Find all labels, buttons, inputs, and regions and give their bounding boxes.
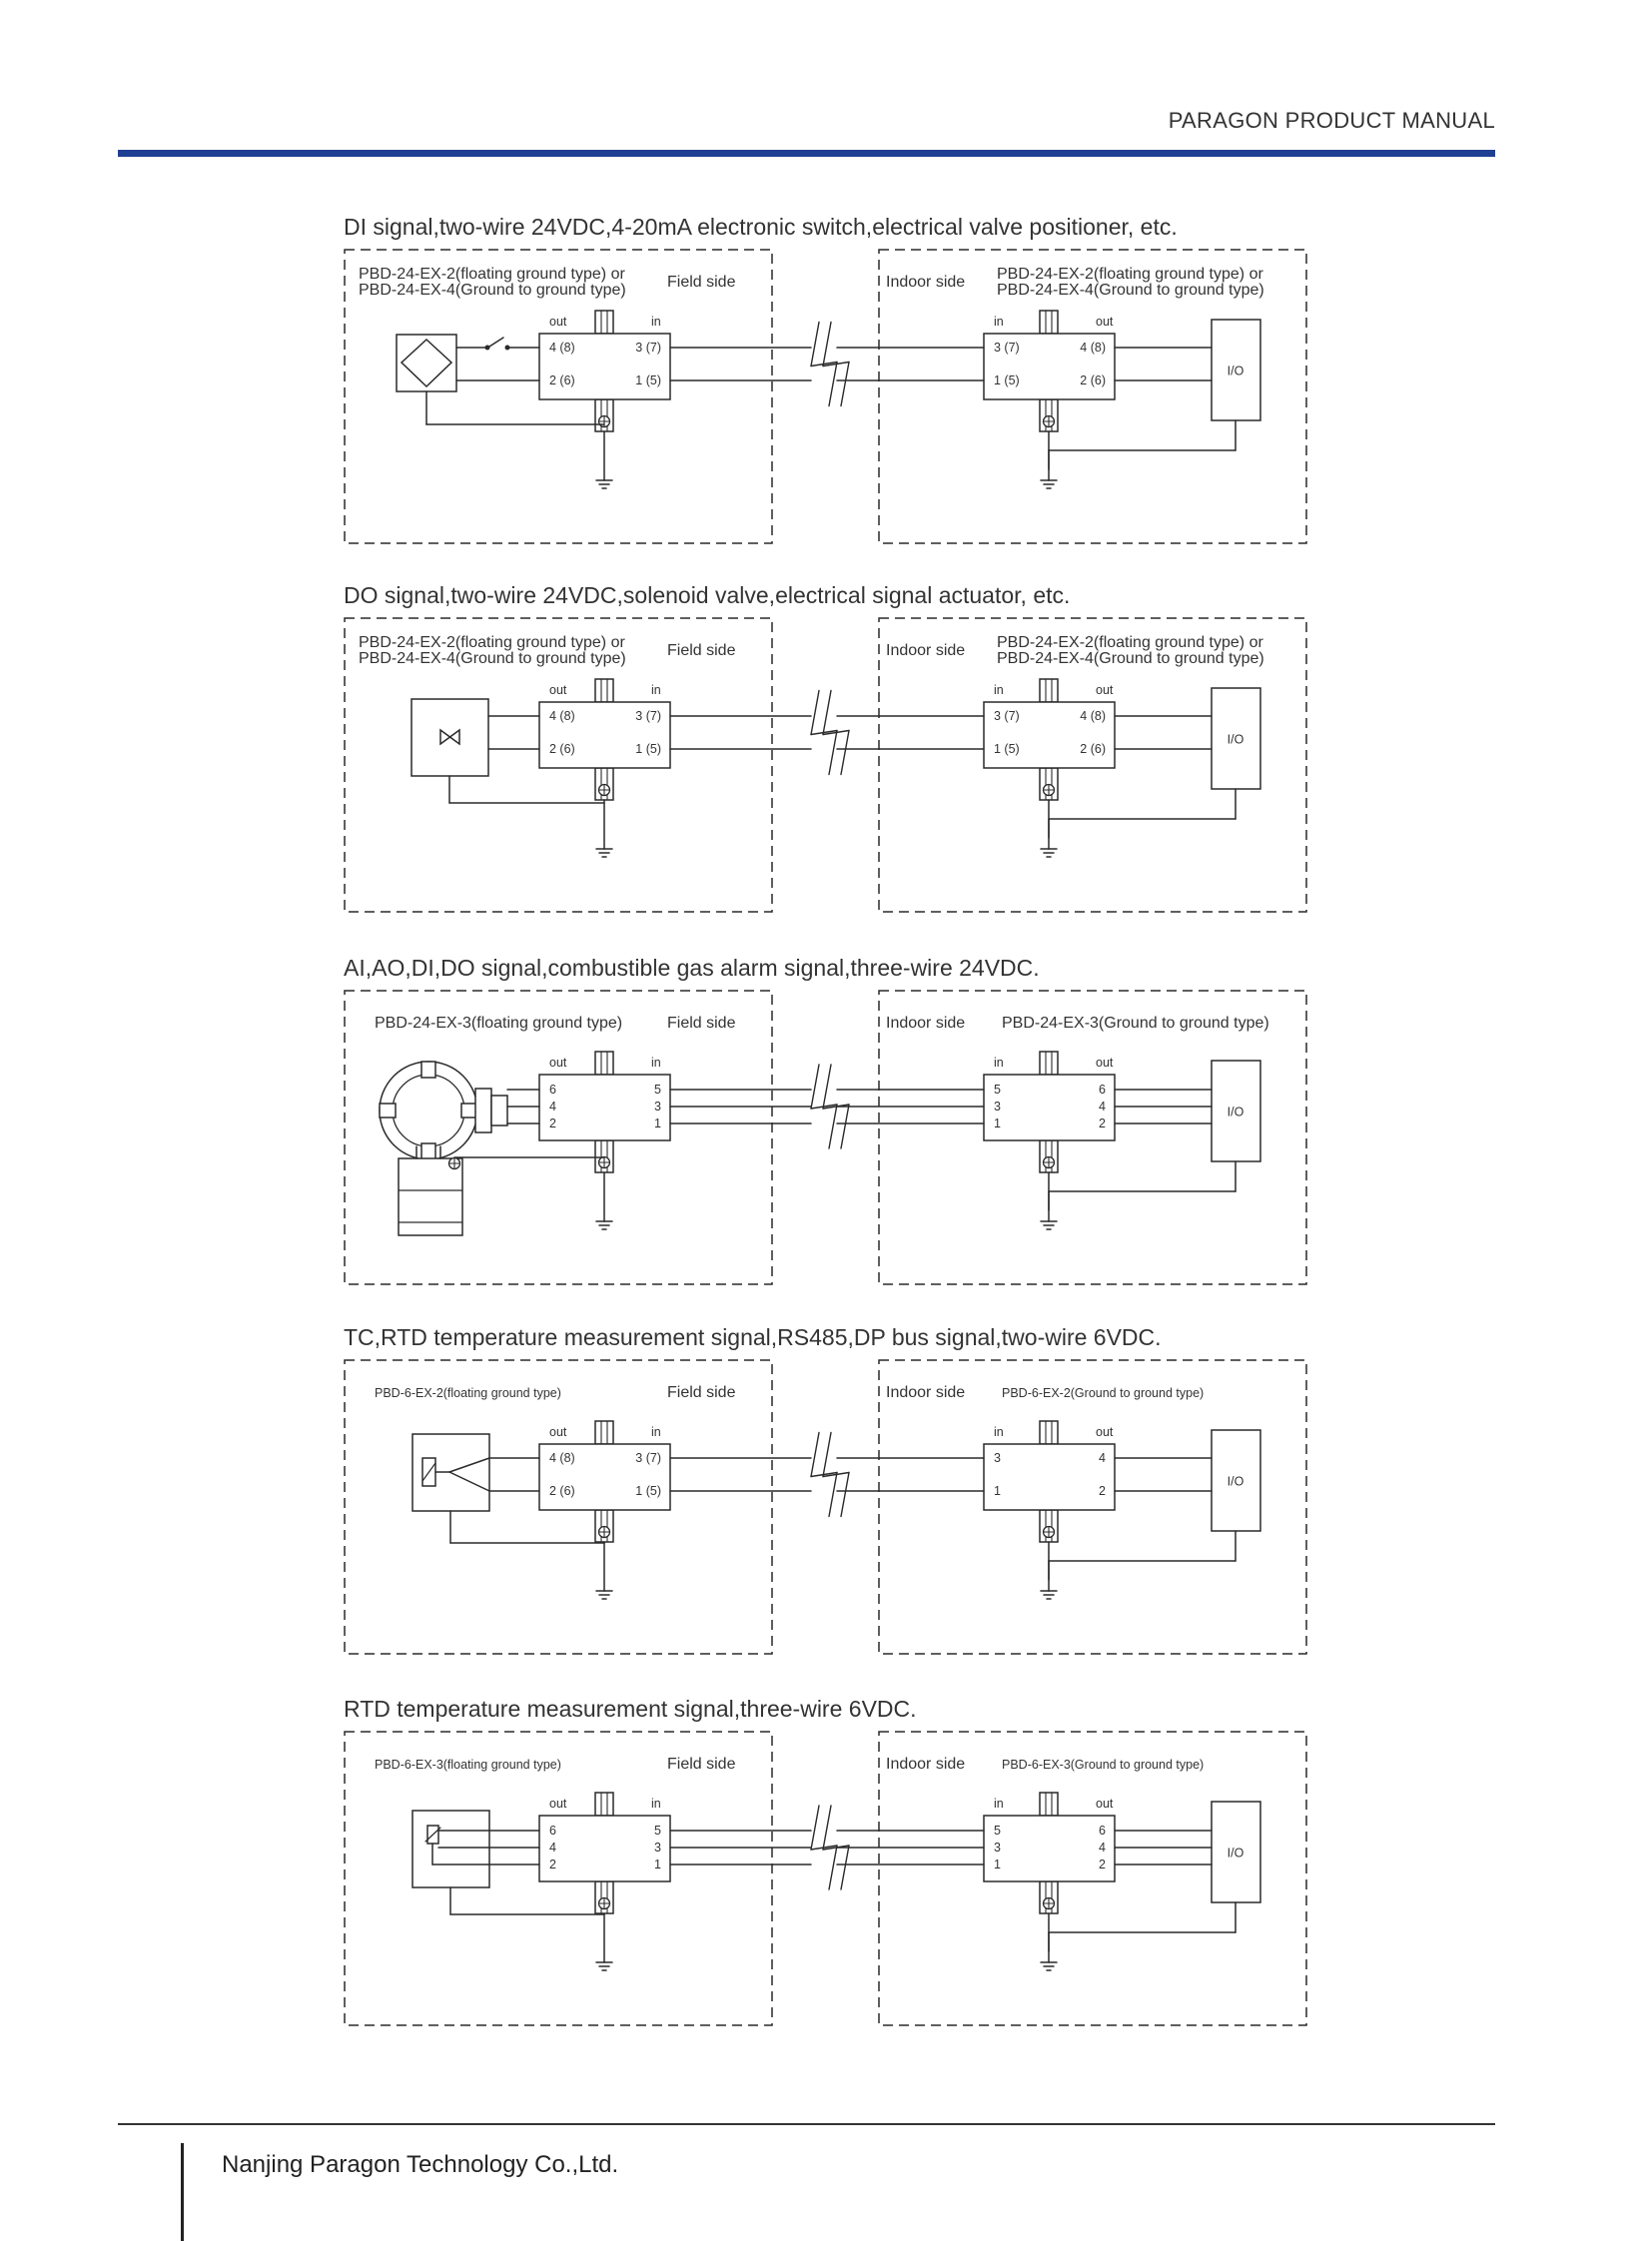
header-title: PARAGON PRODUCT MANUAL bbox=[1168, 108, 1495, 133]
terminal-label: 3 (7) bbox=[635, 709, 661, 723]
terminal-label: 6 bbox=[549, 1824, 556, 1838]
wire bbox=[489, 338, 503, 347]
terminal-label: 3 bbox=[654, 1841, 661, 1855]
field-side-label: Field side bbox=[667, 642, 736, 659]
io-label: I/O bbox=[1227, 364, 1244, 378]
port-header: out bbox=[549, 315, 567, 329]
wire bbox=[811, 323, 819, 367]
port-header: out bbox=[549, 1056, 567, 1070]
rail-clip-top bbox=[1040, 1793, 1058, 1816]
field-barrier bbox=[539, 679, 670, 800]
field-model-label: PBD-24-EX-4(Ground to ground type) bbox=[359, 282, 626, 299]
terminal-label: 1 bbox=[994, 1117, 1001, 1130]
indoor-side-label: Indoor side bbox=[886, 274, 966, 291]
wire bbox=[823, 1065, 831, 1109]
field-model-label: PBD-6-EX-2(floating ground type) bbox=[375, 1386, 561, 1400]
terminal-label: 2 bbox=[1099, 1858, 1106, 1871]
wire bbox=[841, 731, 849, 775]
indoor-model-label: PBD-24-EX-2(floating ground type) or bbox=[997, 266, 1263, 283]
terminal-label: 4 (8) bbox=[549, 341, 575, 355]
wire bbox=[811, 1433, 819, 1477]
field-model-label: PBD-6-EX-3(floating ground type) bbox=[375, 1758, 561, 1772]
field-barrier bbox=[539, 311, 670, 431]
rail-clip-top bbox=[1040, 679, 1058, 702]
wire bbox=[841, 1846, 849, 1889]
footer-rule bbox=[118, 2123, 1495, 2125]
port-header: in bbox=[994, 315, 1004, 329]
terminal-label: 6 bbox=[549, 1083, 556, 1097]
detector-lug bbox=[421, 1062, 435, 1078]
wire bbox=[823, 1433, 831, 1477]
sensor-box bbox=[397, 335, 456, 391]
indoor-barrier bbox=[984, 311, 1115, 431]
terminal-label: 2 bbox=[1099, 1484, 1106, 1498]
port-header: in bbox=[651, 1797, 661, 1811]
terminal-label: 1 bbox=[994, 1484, 1001, 1498]
terminal-label: 3 bbox=[994, 1841, 1001, 1855]
io-label: I/O bbox=[1227, 1105, 1244, 1120]
field-model-label: PBD-24-EX-2(floating ground type) or bbox=[359, 634, 625, 651]
terminal-label: 2 bbox=[549, 1117, 556, 1130]
rail-clip-top bbox=[1040, 311, 1058, 334]
field-barrier bbox=[539, 1052, 670, 1172]
port-header: out bbox=[549, 1797, 567, 1811]
terminal-label: 4 bbox=[549, 1100, 556, 1114]
field-model-label: PBD-24-EX-4(Ground to ground type) bbox=[359, 650, 626, 667]
wire bbox=[823, 323, 831, 367]
rail-clip-top bbox=[595, 1421, 613, 1444]
indoor-side-label: Indoor side bbox=[886, 1015, 966, 1032]
indoor-side-label: Indoor side bbox=[886, 1384, 966, 1401]
barrier-module bbox=[984, 1816, 1115, 1881]
io-label: I/O bbox=[1227, 732, 1244, 747]
terminal-label: 4 bbox=[1099, 1451, 1106, 1465]
io-label: I/O bbox=[1227, 1474, 1244, 1489]
rail-clip-top bbox=[1040, 1052, 1058, 1075]
port-header: out bbox=[1096, 683, 1114, 697]
diagram-3 bbox=[344, 955, 1306, 1284]
field-side-label: Field side bbox=[667, 274, 736, 291]
indoor-model-label: PBD-6-EX-2(Ground to ground type) bbox=[1002, 1386, 1205, 1400]
rail-clip-top bbox=[1040, 1421, 1058, 1444]
wire bbox=[823, 691, 831, 735]
wire bbox=[829, 731, 837, 775]
rail-clip-top bbox=[595, 311, 613, 334]
terminal-label: 6 bbox=[1099, 1083, 1106, 1097]
terminal-label: 4 (8) bbox=[549, 709, 575, 723]
terminal-label: 6 bbox=[1099, 1824, 1106, 1838]
terminal-label: 3 bbox=[994, 1451, 1001, 1465]
port-header: out bbox=[549, 683, 567, 697]
terminal-label: 2 (6) bbox=[549, 1484, 575, 1498]
port-header: out bbox=[1096, 315, 1114, 329]
terminal-label: 4 bbox=[549, 1841, 556, 1855]
diagram-caption: DI signal,two-wire 24VDC,4-20mA electronic switch,electrical valve positioner, etc. bbox=[344, 214, 1178, 240]
wire bbox=[841, 1105, 849, 1148]
barrier-module bbox=[539, 1816, 670, 1881]
rtd-box bbox=[413, 1811, 489, 1887]
terminal-label: 2 (6) bbox=[549, 374, 575, 387]
diagram-5 bbox=[344, 1696, 1306, 2025]
terminal-label: 3 (7) bbox=[635, 1451, 661, 1465]
port-header: in bbox=[994, 1797, 1004, 1811]
rail-clip-top bbox=[595, 679, 613, 702]
terminal-label: 2 (6) bbox=[549, 742, 575, 756]
diagram-2 bbox=[344, 582, 1306, 912]
wire bbox=[841, 363, 849, 406]
wire bbox=[829, 363, 837, 406]
diagram-caption: AI,AO,DI,DO signal,combustible gas alarm signal,three-wire 24VDC. bbox=[344, 955, 1040, 981]
indoor-model-label: PBD-6-EX-3(Ground to ground type) bbox=[1002, 1758, 1205, 1772]
terminal-label: 1 (5) bbox=[994, 374, 1020, 387]
diagram-caption: TC,RTD temperature measurement signal,RS485,DP bus signal,two-wire 6VDC. bbox=[344, 1324, 1162, 1350]
wire bbox=[811, 691, 819, 735]
detector-lug bbox=[380, 1104, 396, 1118]
terminal-label: 3 (7) bbox=[994, 709, 1020, 723]
field-side-label: Field side bbox=[667, 1015, 736, 1032]
terminal-label: 5 bbox=[994, 1824, 1001, 1838]
wire bbox=[811, 1065, 819, 1109]
wire bbox=[829, 1105, 837, 1148]
terminal-label: 1 bbox=[654, 1117, 661, 1130]
terminal-label: 1 (5) bbox=[994, 742, 1020, 756]
indoor-model-label: PBD-24-EX-4(Ground to ground type) bbox=[997, 650, 1264, 667]
terminal-label: 3 (7) bbox=[635, 341, 661, 355]
detector-gland bbox=[475, 1089, 491, 1132]
barrier-module bbox=[984, 1075, 1115, 1140]
port-header: in bbox=[651, 1056, 661, 1070]
port-header: in bbox=[651, 1425, 661, 1439]
terminal-label: 4 (8) bbox=[1080, 709, 1106, 723]
switch-contact-icon bbox=[485, 346, 490, 351]
indoor-model-label: PBD-24-EX-3(Ground to ground type) bbox=[1002, 1015, 1269, 1032]
port-header: out bbox=[1096, 1425, 1114, 1439]
terminal-label: 1 (5) bbox=[635, 1484, 661, 1498]
field-side-label: Field side bbox=[667, 1384, 736, 1401]
wire bbox=[811, 1806, 819, 1850]
diagram-caption: DO signal,two-wire 24VDC,solenoid valve,electrical signal actuator, etc. bbox=[344, 582, 1071, 608]
field-model-label: PBD-24-EX-2(floating ground type) or bbox=[359, 266, 625, 283]
port-header: in bbox=[994, 1425, 1004, 1439]
terminal-label: 5 bbox=[654, 1083, 661, 1097]
rail-clip-top bbox=[595, 1793, 613, 1816]
terminal-label: 1 (5) bbox=[635, 742, 661, 756]
footer-company: Nanjing Paragon Technology Co.,Ltd. bbox=[222, 2151, 619, 2178]
io-label: I/O bbox=[1227, 1846, 1244, 1861]
terminal-label: 3 bbox=[994, 1100, 1001, 1114]
port-header: out bbox=[1096, 1797, 1114, 1811]
field-barrier bbox=[539, 1421, 670, 1542]
wire bbox=[829, 1473, 837, 1517]
detector-gland bbox=[491, 1096, 507, 1125]
terminal-label: 5 bbox=[654, 1824, 661, 1838]
terminal-label: 4 (8) bbox=[549, 1451, 575, 1465]
terminal-label: 3 bbox=[654, 1100, 661, 1114]
field-side-label: Field side bbox=[667, 1756, 736, 1773]
wire bbox=[841, 1473, 849, 1517]
indoor-barrier bbox=[984, 1421, 1115, 1542]
field-barrier bbox=[539, 1793, 670, 1913]
terminal-label: 2 bbox=[549, 1858, 556, 1871]
indoor-barrier bbox=[984, 1793, 1115, 1913]
terminal-label: 5 bbox=[994, 1083, 1001, 1097]
indoor-model-label: PBD-24-EX-2(floating ground type) or bbox=[997, 634, 1263, 651]
terminal-label: 2 (6) bbox=[1080, 374, 1106, 387]
port-header: in bbox=[651, 315, 661, 329]
port-header: in bbox=[651, 683, 661, 697]
detector-lug bbox=[421, 1143, 435, 1159]
detector-sensor-head bbox=[399, 1158, 462, 1235]
terminal-label: 4 bbox=[1099, 1841, 1106, 1855]
indoor-side-label: Indoor side bbox=[886, 1756, 966, 1773]
terminal-label: 4 bbox=[1099, 1100, 1106, 1114]
diagram-1 bbox=[344, 214, 1306, 543]
port-header: out bbox=[1096, 1056, 1114, 1070]
indoor-side-label: Indoor side bbox=[886, 642, 966, 659]
rail-clip-top bbox=[595, 1052, 613, 1075]
indoor-model-label: PBD-24-EX-4(Ground to ground type) bbox=[997, 282, 1264, 299]
indoor-barrier bbox=[984, 1052, 1115, 1172]
field-model-label: PBD-24-EX-3(floating ground type) bbox=[375, 1015, 623, 1032]
terminal-label: 1 bbox=[654, 1858, 661, 1871]
diagram-4 bbox=[344, 1324, 1306, 1654]
barrier-module bbox=[984, 1444, 1115, 1510]
barrier-module bbox=[539, 1075, 670, 1140]
wire bbox=[823, 1806, 831, 1850]
indoor-barrier bbox=[984, 679, 1115, 800]
diagram-caption: RTD temperature measurement signal,three-wire 6VDC. bbox=[344, 1696, 917, 1722]
wire bbox=[829, 1846, 837, 1889]
terminal-label: 3 (7) bbox=[994, 341, 1020, 355]
terminal-label: 4 (8) bbox=[1080, 341, 1106, 355]
terminal-label: 2 (6) bbox=[1080, 742, 1106, 756]
terminal-label: 1 bbox=[994, 1858, 1001, 1871]
terminal-label: 2 bbox=[1099, 1117, 1106, 1130]
port-header: in bbox=[994, 683, 1004, 697]
footer-bar bbox=[181, 2143, 184, 2241]
port-header: in bbox=[994, 1056, 1004, 1070]
terminal-label: 1 (5) bbox=[635, 374, 661, 387]
port-header: out bbox=[549, 1425, 567, 1439]
